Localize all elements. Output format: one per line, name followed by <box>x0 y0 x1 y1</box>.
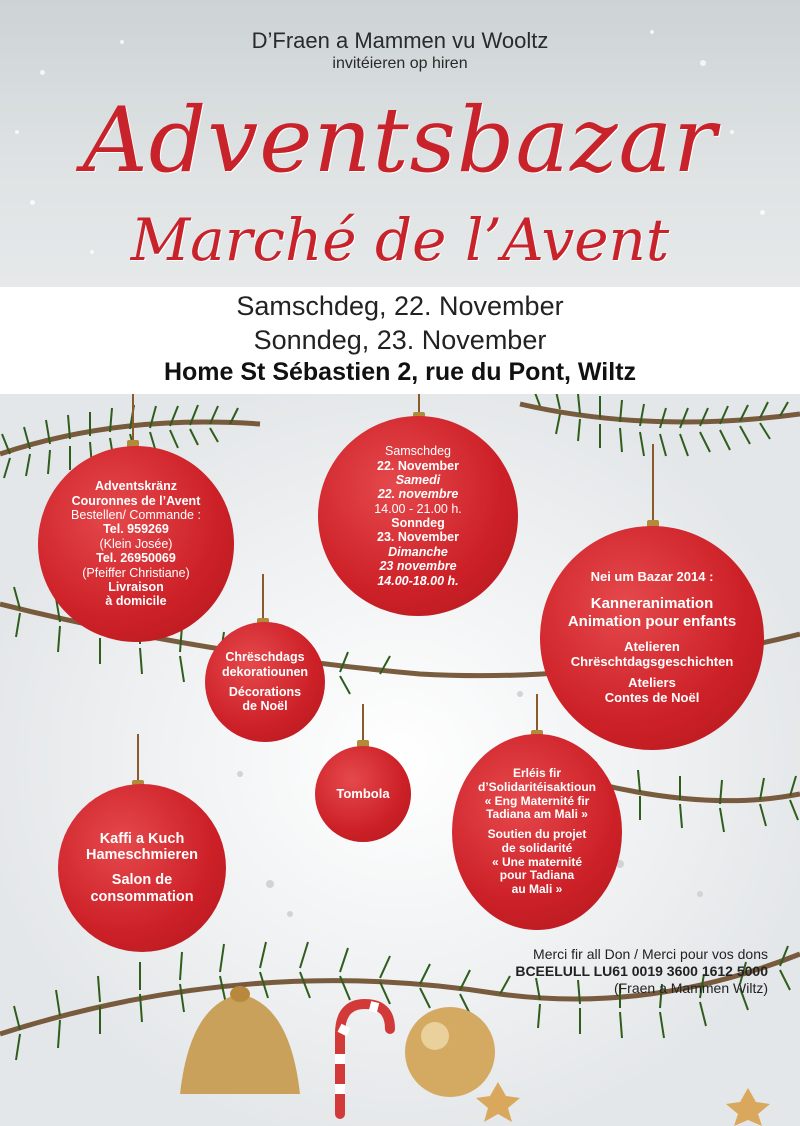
solidarity-lu-3: « Eng Maternité fir <box>484 793 590 808</box>
schedule-date1-fr: 22. novembre <box>377 487 459 502</box>
decorations-fr-1: Décorations <box>228 685 302 699</box>
ornament-opening-hours <box>318 416 518 616</box>
ornaments-section <box>0 394 800 1126</box>
title-marche-de-lavent: Marché de l’Avent <box>130 206 670 274</box>
venue-address: Home St Sébastien 2, rue du Pont, Wiltz <box>163 358 637 386</box>
schedule-hours2: 14.00-18.00 h. <box>377 573 459 588</box>
ornament-string <box>132 394 134 444</box>
program-stories-lu: Chrëschtdagsgeschichten <box>570 653 734 669</box>
date-saturday: Samschdeg, 22. November <box>236 291 564 321</box>
decorations-fr-2: de Noël <box>242 699 288 714</box>
schedule-hours1: 14.00 - 21.00 h. <box>374 501 462 516</box>
donation-info <box>515 946 768 997</box>
dates-band <box>0 287 800 394</box>
candy-cane-ornament <box>340 1004 390 1114</box>
ornament-string <box>362 704 364 744</box>
donation-iban: BCEELULL LU61 0019 3600 1612 5000 <box>515 963 768 979</box>
program-workshops-fr: Ateliers <box>628 674 676 690</box>
decorations-lu-1: Chrëschdags <box>225 650 305 665</box>
ornament-string <box>262 574 264 622</box>
program-heading: Nei um Bazar 2014 : <box>590 569 714 585</box>
gold-bell-ornament <box>180 986 300 1094</box>
wreaths-delivery: Livraison <box>108 579 164 594</box>
ornament-cafe <box>58 784 226 952</box>
donation-account-holder: (Fraen a Mammen Wiltz) <box>613 980 768 996</box>
wreaths-order-label: Bestellen/ Commande : <box>71 508 201 523</box>
solidarity-fr-3: « Une maternité <box>491 854 583 869</box>
ornament-solidarity-project <box>452 734 622 930</box>
cafe-line-3: Salon de <box>111 872 173 888</box>
schedule-day1-lu: Samschdeg <box>384 444 451 459</box>
ornament-string <box>536 694 538 734</box>
solidarity-fr-1: Soutien du projet <box>487 827 587 842</box>
ornament-advent-wreaths <box>38 446 234 642</box>
ornament-string <box>137 734 139 784</box>
schedule-date1-lu: 22. November <box>377 458 459 473</box>
wreaths-title-lu: Adventskränz <box>95 479 177 494</box>
wreaths-contact-1: (Klein Josée) <box>99 536 173 551</box>
wreaths-title-fr: Couronnes de l’Avent <box>71 493 201 508</box>
solidarity-fr-5: au Mali » <box>511 882 563 897</box>
organizer-name: D’Fraen a Mammen vu Wooltz <box>251 28 549 53</box>
schedule-day1-fr: Samedi <box>395 472 441 487</box>
cafe-line-1: Kaffi a Kuch <box>99 830 185 847</box>
wreaths-phone-1: Tel. 959269 <box>103 522 169 537</box>
solidarity-lu-4: Tadiana am Mali » <box>486 807 588 822</box>
program-children-lu: Kanneranimation <box>590 595 714 613</box>
wreaths-phone-2: Tel. 26950069 <box>96 551 176 566</box>
solidarity-lu-1: Erléis fir <box>512 765 562 780</box>
schedule-date2-fr: 23 novembre <box>379 559 457 574</box>
decorations-lu-2: dekoratiounen <box>221 664 309 679</box>
wreaths-delivery-2: à domicile <box>105 594 167 609</box>
donation-thanks: Merci fir all Don / Merci pour vos dons <box>533 946 768 962</box>
solidarity-lu-2: d’Solidaritéisaktioun <box>477 779 597 794</box>
cafe-line-4: consommation <box>90 888 194 905</box>
invitation-text: invitéieren op hiren <box>332 55 468 72</box>
ornament-christmas-decorations <box>205 622 325 742</box>
header-section <box>0 0 800 287</box>
schedule-day2-fr: Dimanche <box>388 544 448 559</box>
cafe-line-2: Hameschmieren <box>85 847 199 864</box>
program-stories-fr: Contes de Noël <box>604 689 700 705</box>
program-children-fr: Animation pour enfants <box>567 612 737 630</box>
gold-ball-ornament <box>405 1007 495 1097</box>
solidarity-fr-4: pour Tadiana <box>499 868 575 883</box>
program-workshops-lu: Atelieren <box>624 638 680 654</box>
ornament-string <box>652 444 654 524</box>
ornament-tombola <box>315 746 411 842</box>
date-sunday: Sonndeg, 23. November <box>253 325 547 355</box>
tombola-label: Tombola <box>336 785 390 801</box>
schedule-day2-lu: Sonndeg <box>391 516 445 530</box>
solidarity-fr-2: de solidarité <box>501 840 573 855</box>
star-ornaments <box>476 1082 770 1126</box>
wreaths-contact-2: (Pfeiffer Christiane) <box>82 565 190 580</box>
ornament-bazaar-program <box>540 526 764 750</box>
title-adventsbazar: Adventsbazar <box>82 88 718 193</box>
schedule-date2-lu: 23. November <box>377 530 459 545</box>
